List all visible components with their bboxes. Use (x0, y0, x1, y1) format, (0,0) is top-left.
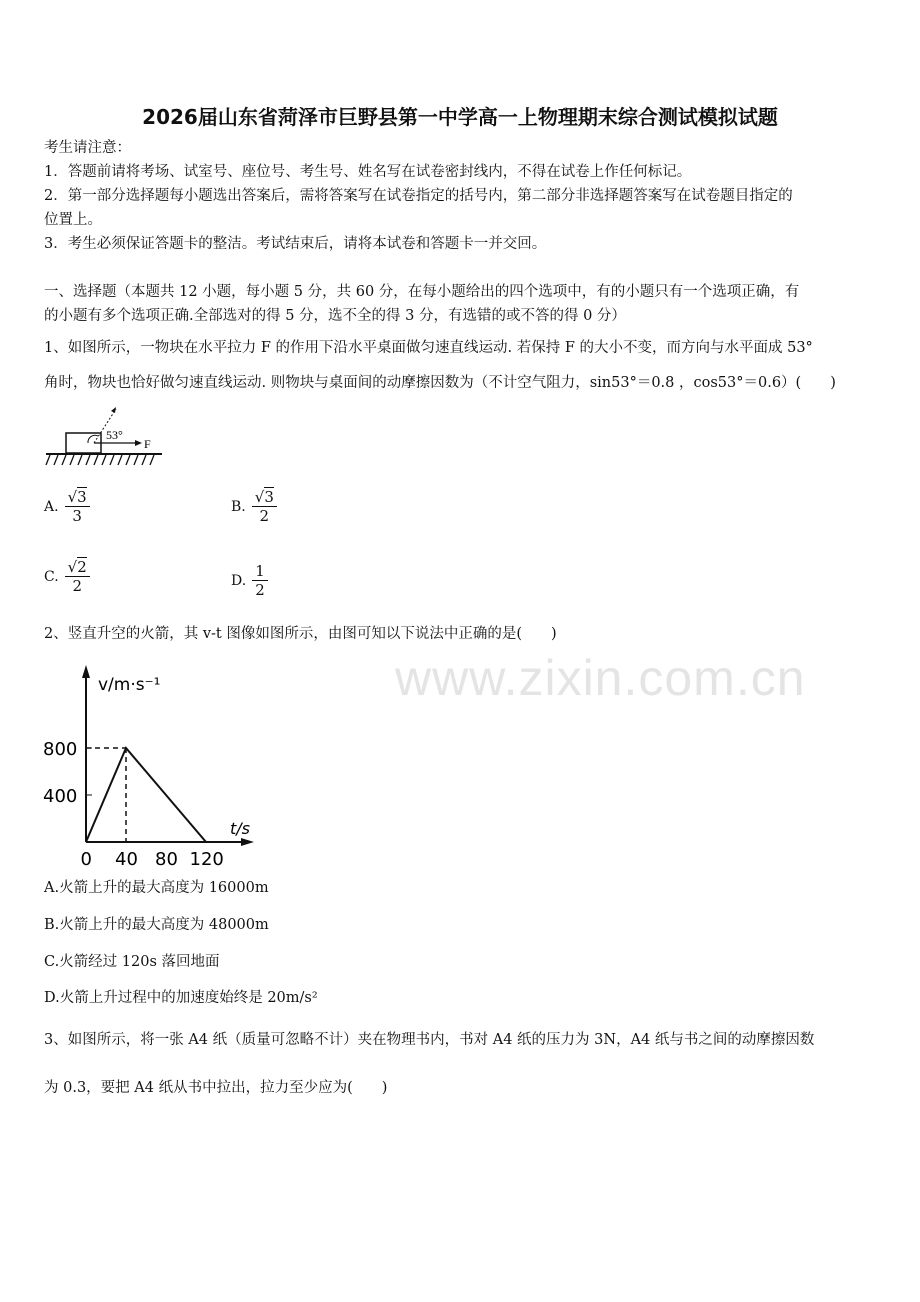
fraction: $\frac{√3}{3}$ (65, 488, 90, 525)
y-tick-label: 400 (43, 786, 78, 807)
fraction: $\frac{√3}{2}$ (252, 488, 277, 525)
radicand: 2 (77, 558, 87, 576)
denominator: 3 (72, 507, 82, 525)
q1-figure (44, 403, 164, 471)
y-tick-label: 800 (43, 739, 78, 760)
q3-stem: 3、如图所示，将一张 A4 纸（质量可忽略不计）夹在物理书内，书对 A4 纸的压力为 3N，A4 纸与书之间的动摩擦因数 (44, 1032, 815, 1048)
notice-heading: 考生请注意： (44, 140, 131, 156)
q2-vt-chart (40, 660, 270, 870)
y-axis-label: v/m·s⁻¹ (98, 675, 161, 695)
denominator: 2 (255, 581, 265, 599)
angle-label: 53° (106, 428, 123, 442)
section-header: 的小题有多个选项正确.全部选对的得 5 分，选不全的得 3 分，有选错的或不答的得 0 分） (44, 308, 626, 324)
q2-option-d[interactable]: D.火箭上升过程中的加速度始终是 20m/s² (44, 990, 318, 1006)
fraction (252, 562, 268, 599)
q2-option-b[interactable]: B.火箭上升的最大高度为 48000m (44, 917, 269, 933)
section-header: 一、选择题（本题共 12 小题，每小题 5 分，共 60 分，在每小题给出的四个选项中，有的小题只有一个选项正确，有 (44, 284, 800, 300)
q2-option-c[interactable]: C.火箭经过 120s 落回地面 (44, 954, 220, 970)
x-tick-label: 120 (189, 849, 224, 870)
q1-option-d[interactable] (231, 562, 268, 599)
q1-stem: 1、如图所示，一物块在水平拉力 F 的作用下沿水平桌面做匀速直线运动. 若保持 F 的大小不变，而方向与水平面成 53° (44, 340, 813, 356)
radicand: 3 (77, 488, 87, 506)
x-axis-label: t/s (230, 819, 250, 838)
option-label: D. (231, 572, 247, 589)
numerator: 1 (252, 562, 268, 581)
notice-item: 3．考生必须保证答题卡的整洁。考试结束后，请将本试卷和答题卡一并交回。 (44, 236, 547, 252)
q1-option-c[interactable] (44, 558, 90, 595)
x-tick-label: 40 (115, 849, 138, 870)
notice-item: 位置上。 (44, 212, 102, 228)
fraction: $\frac{√2}{2}$ (65, 558, 90, 595)
q2-option-a[interactable]: A.火箭上升的最大高度为 16000m (44, 880, 269, 896)
page-title: 2026届山东省菏泽市巨野县第一中学高一上物理期末综合测试模拟试题 (142, 105, 778, 129)
watermark: www.zixin.com.cn (395, 650, 806, 706)
q3-stem: 为 0.3，要把 A4 纸从书中拉出，拉力至少应为( ) (44, 1080, 388, 1096)
notice-item: 2．第一部分选择题每小题选出答案后，需将答案写在试卷指定的括号内，第二部分非选择题答案写在试卷题目指定的 (44, 188, 793, 204)
force-label: F (144, 437, 151, 451)
q1-option-a[interactable] (44, 488, 90, 525)
option-label: C. (44, 568, 59, 585)
notice-item: 1．答题前请将考场、试室号、座位号、考生号、姓名写在试卷密封线内，不得在试卷上作任何标记。 (44, 164, 692, 180)
option-label: B. (231, 498, 246, 515)
q2-stem: 2、竖直升空的火箭，其 v-t 图像如图所示，由图可知以下说法中正确的是( ) (44, 626, 557, 642)
denominator: 2 (259, 507, 270, 525)
q1-option-b[interactable] (231, 488, 277, 525)
radicand: 3 (264, 488, 274, 506)
option-label: A. (44, 498, 59, 515)
denominator: 2 (72, 577, 82, 595)
x-tick-label: 80 (155, 849, 178, 870)
velocity-line (86, 748, 206, 842)
x-tick-label: 0 (80, 849, 92, 870)
q1-stem: 角时，物块也恰好做匀速直线运动. 则物块与桌面间的动摩擦因数为（不计空气阻力，sin53°＝0.8 ，cos53°＝0.6）( ) (44, 375, 836, 391)
